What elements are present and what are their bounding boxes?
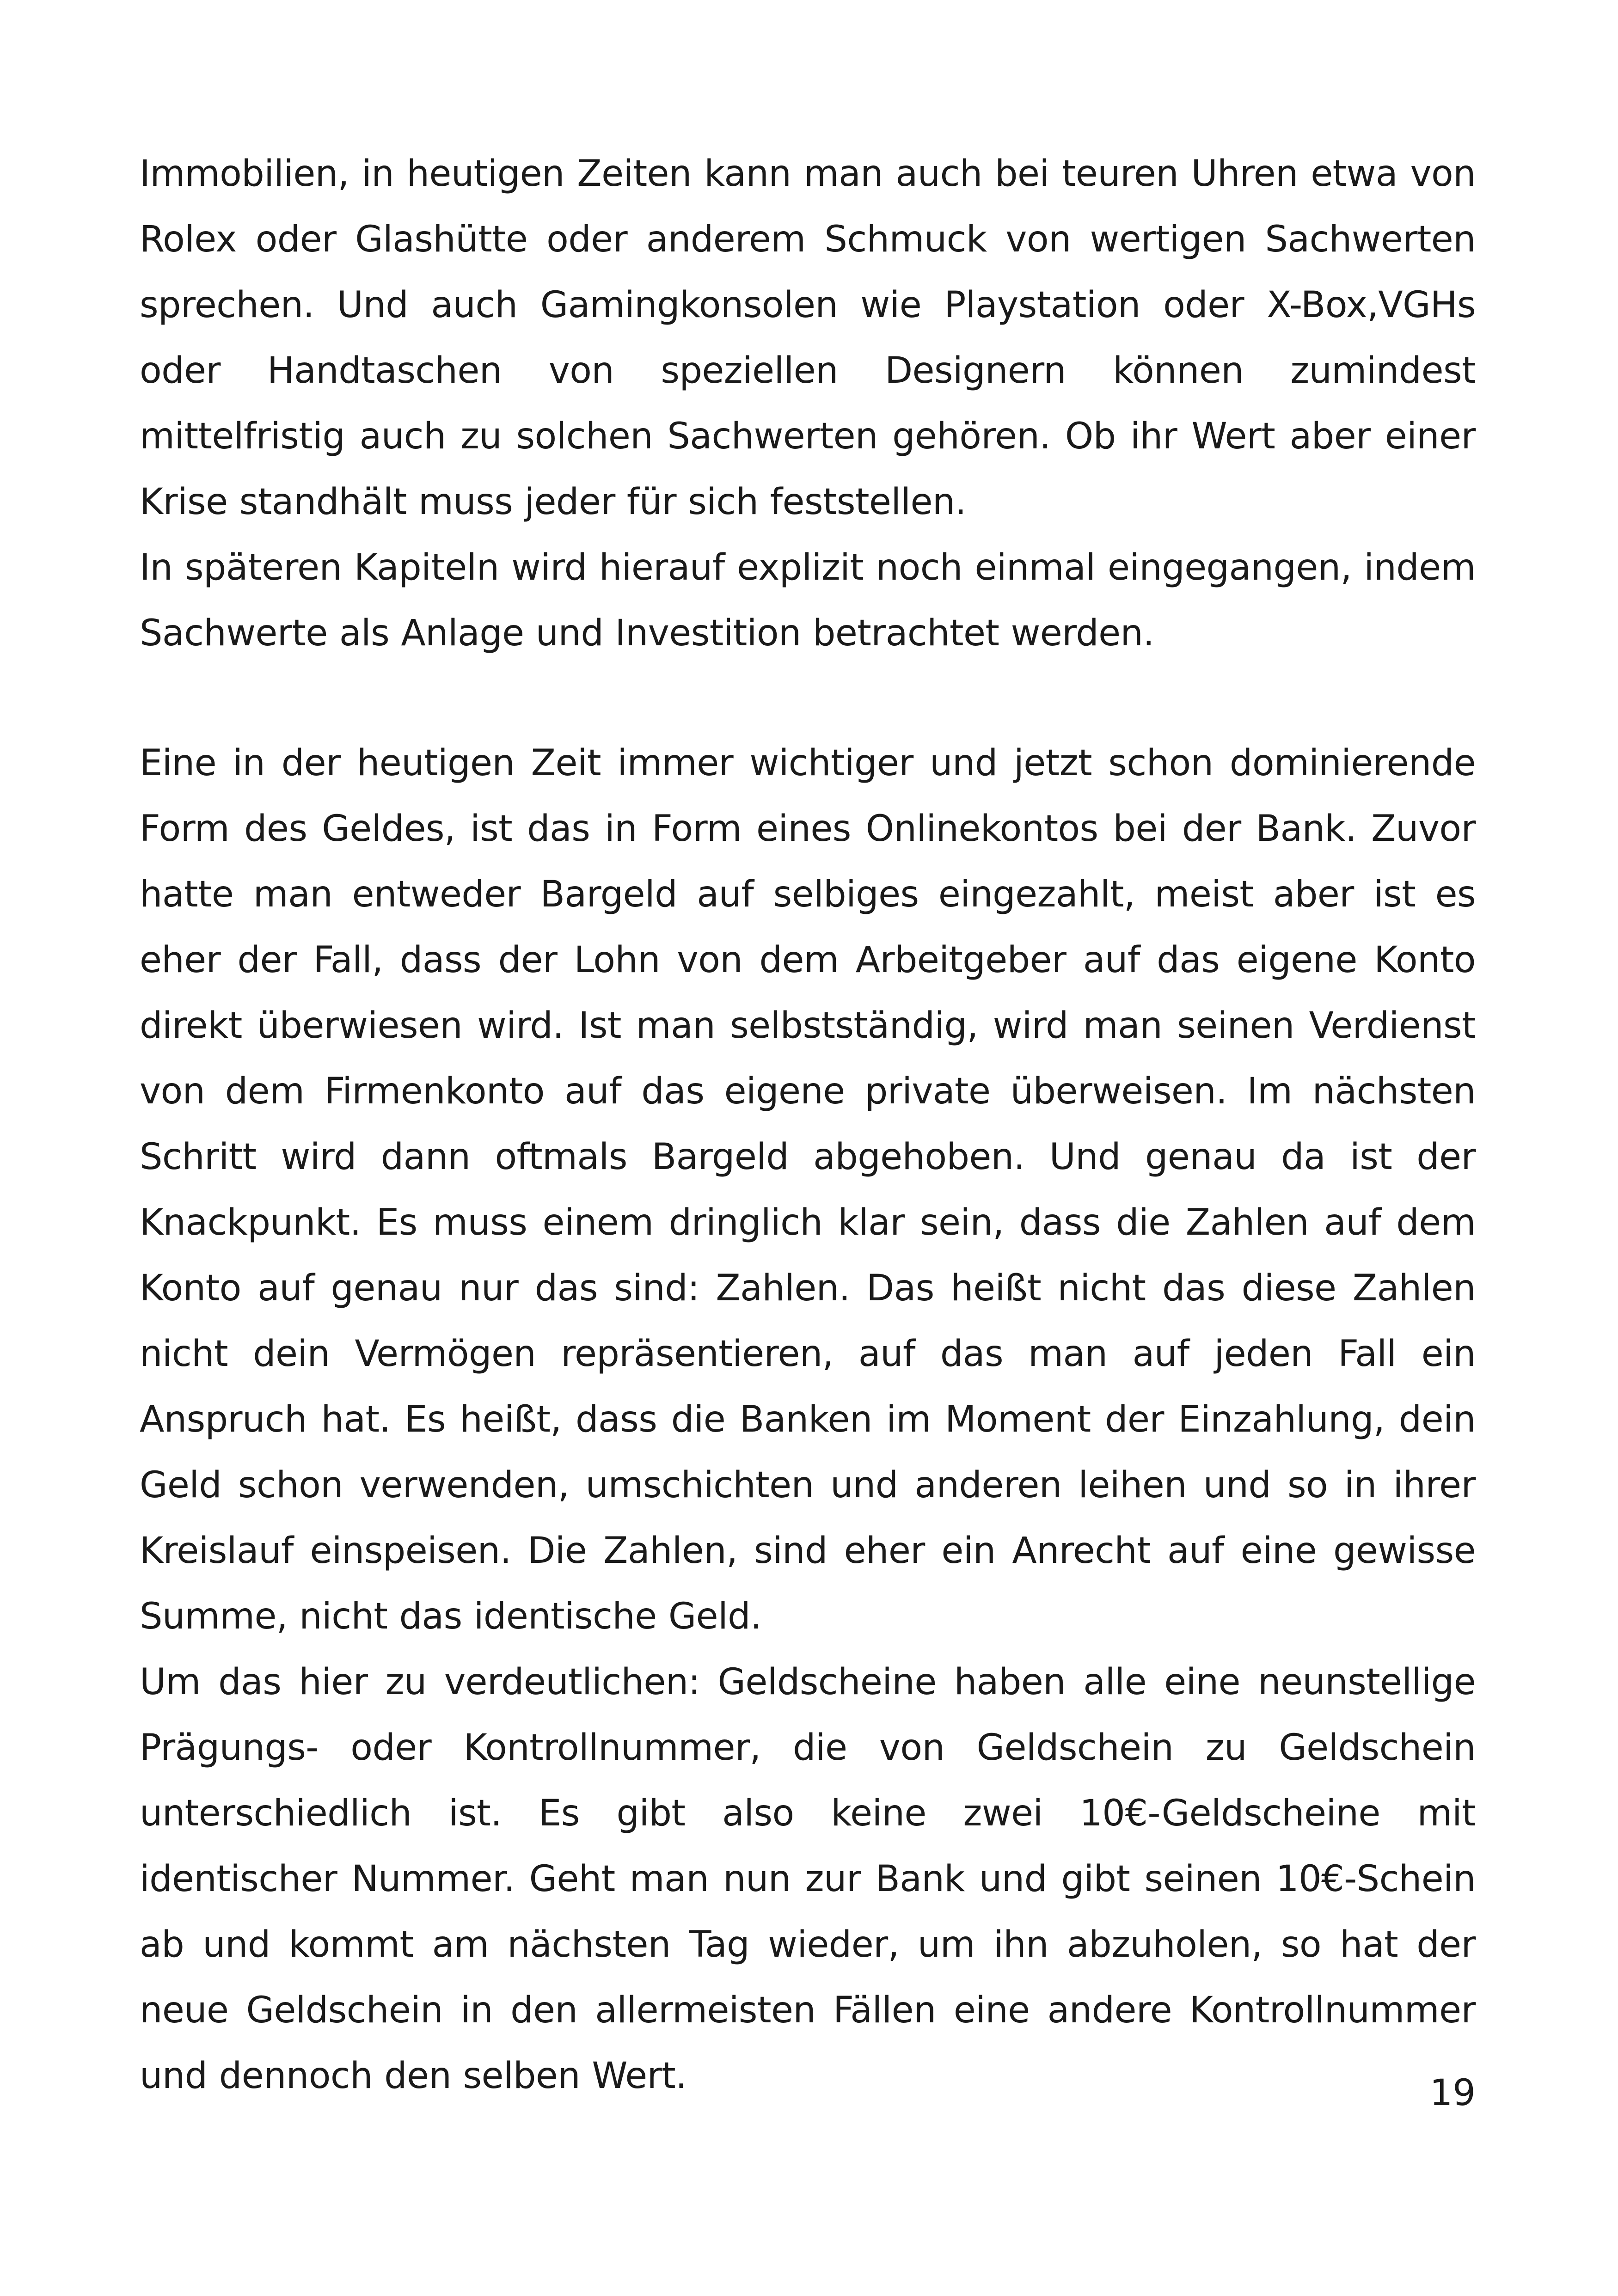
paragraph: Um das hier zu verdeutlichen: Geldscheine haben alle eine neunstellige Prägungs- oder Kontrollnummer, die von Geldschein zu Geldschein unterschiedlich ist. Es gibt also keine zwei 10€-Geldscheine mit identischer Nummer. Geht man nun zur Bank und gibt seinen 10€-Schein ab und kommt am nächsten Tag wieder, um ihn abzuholen, so hat der neue Geldschein in den allermeisten Fällen eine andere Kontrollnummer und dennoch den selben Wert. bbox=[140, 1661, 1476, 2097]
page-number: 19 bbox=[1429, 2072, 1476, 2114]
paragraph: Immobilien, in heutigen Zeiten kann man auch bei teuren Uhren etwa von Rolex oder Glashütte oder anderem Schmuck von wertigen Sachwerten sprechen. Und auch Gamingkonsolen wie Playstation oder X-Box,VGHs oder Handtaschen von speziellen Designern können zumindest mittelfristig auch zu solchen Sachwerten gehören. Ob ihr Wert aber einer Krise standhält muss jeder für sich feststellen. bbox=[140, 153, 1476, 523]
paragraph: Eine in der heutigen Zeit immer wichtiger und jetzt schon dominierende Form des Geldes, ist das in Form eines Onlinekontos bei der Bank. Zuvor hatte man entweder Bargeld auf selbiges eingezahlt, meist aber ist es eher der Fall, dass der Lohn von dem Arbeitgeber auf das eigene Konto direkt überwiesen wird. Ist man selbstständig, wird man seinen Verdienst von dem Firmenkonto auf das eigene private überweisen. Im nächsten Schritt wird dann oftmals Bargeld abgehoben. Und genau da ist der Knackpunkt. Es muss einem dringlich klar sein, dass die Zahlen auf dem Konto auf genau nur das sind: Zahlen. Das heißt nicht das diese Zahlen nicht dein Vermögen repräsentieren, auf das man auf jeden Fall ein Anspruch hat. Es heißt, dass die Banken im Moment der Einzahlung, dein Geld schon verwenden, umschichten und anderen leihen und so in ihrer Kreislauf einspeisen. Die Zahlen, sind eher ein Anrecht auf eine gewisse Summe, nicht das identische Geld. bbox=[140, 742, 1476, 1637]
text-section-sachwerte bbox=[140, 141, 1476, 666]
paragraph: In späteren Kapiteln wird hierauf explizit noch einmal eingegangen, indem Sachwerte als Anlage und Investition betrachtet werden. bbox=[140, 547, 1476, 654]
text-section-onlinekonto bbox=[140, 730, 1476, 2109]
